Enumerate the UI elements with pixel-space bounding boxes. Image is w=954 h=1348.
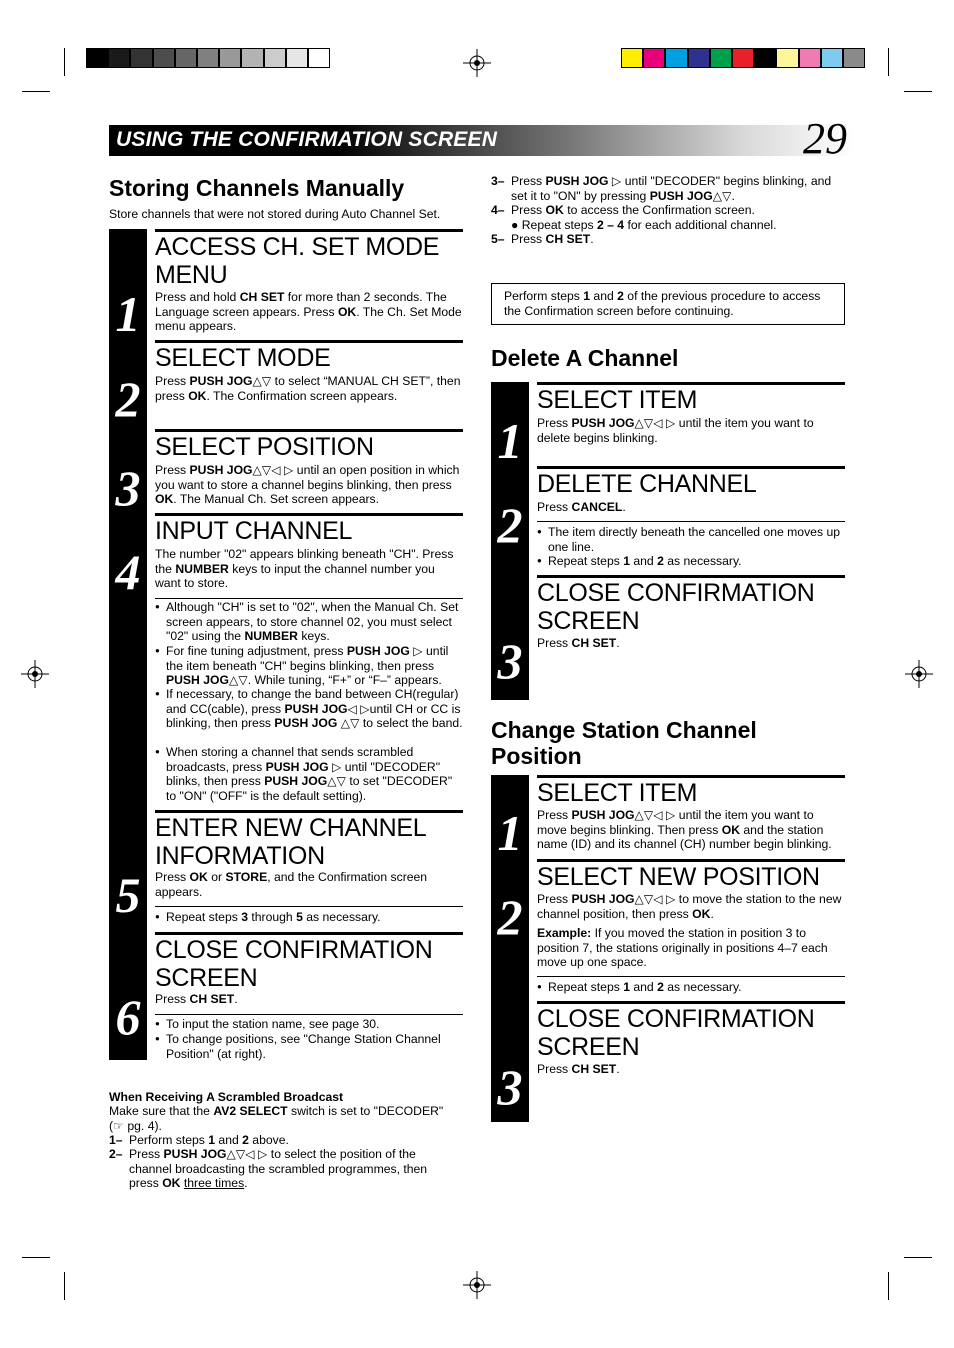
step-number: 1 [497, 413, 523, 469]
step-text: Press PUSH JOG△▽◁ ▷ until an open position in which you want to store a channel begins blinking, then press OK. The Manual Ch. Set screen appears. [155, 463, 460, 506]
list-text: Press PUSH JOG ▷ until "DECODER" begins blinking, and set it to "ON" by pressing PUSH JOG△▽. [511, 174, 832, 203]
note-box [491, 283, 845, 325]
step-rule [155, 513, 463, 516]
gray-swatch [241, 48, 263, 68]
gray-swatch [219, 48, 241, 68]
section-header [109, 125, 854, 156]
intro-text: Store channels that were not stored during Auto Channel Set. [109, 207, 441, 221]
step-title: CLOSE CONFIRMATION SCREEN [537, 1005, 815, 1061]
bullet-rule [155, 906, 463, 907]
list-text: Press OK to access the Confirmation screen. ● Repeat steps 2 – 4 for each additional channel. [511, 203, 777, 232]
bullet-item: ● If necessary, to change the band between CH(regular) and CC(cable), press PUSH JOG◁ ▷until CH or CC is blinking, then press PUSH JOG △▽ to select the band. [155, 687, 463, 731]
gray-swatch [197, 48, 219, 68]
color-swatch [732, 48, 754, 68]
color-swatch [688, 48, 710, 68]
step-text: Press PUSH JOG△▽◁ ▷ until the item you want to delete begins blinking. [537, 416, 814, 445]
scrambled-text: Make sure that the AV2 SELECT switch is set to "DECODER" (☞ pg. 4). [109, 1104, 444, 1133]
step-text: Press CH SET. [537, 636, 620, 650]
crop-mark [888, 1272, 889, 1300]
crop-mark [904, 1257, 932, 1258]
color-swatch [821, 48, 843, 68]
step-number: 2 [497, 497, 523, 553]
step-text: Press CH SET. [155, 992, 238, 1006]
step-rule [537, 859, 845, 862]
step-title: SELECT ITEM [537, 779, 698, 807]
step-number: 2 [497, 889, 523, 945]
list-number: 5– [491, 232, 505, 246]
list-number: 3– [491, 174, 505, 188]
bullet-rule [537, 976, 845, 977]
step-number: 1 [115, 286, 141, 342]
color-swatch [799, 48, 821, 68]
bullet-rule [155, 1014, 463, 1015]
step-text: The number "02" appears blinking beneath "CH". Press the NUMBER keys to input the channel number you want to store. [155, 547, 454, 590]
page-number: 29 [803, 114, 847, 163]
step-title: DELETE CHANNEL [537, 470, 757, 498]
bullet-item: ● Repeat steps 1 and 2 as necessary. [537, 980, 845, 995]
section-title-change: Change Station Channel Position [491, 717, 757, 769]
list-number: 4– [491, 203, 505, 217]
bullet-item: ● Repeat steps 1 and 2 as necessary. [537, 554, 845, 569]
color-swatch [776, 48, 798, 68]
list-text: Perform steps 1 and 2 above. [129, 1133, 289, 1147]
step-text: Press and hold CH SET for more than 2 seconds. The Language screen appears. Press OK. The Ch. Set Mode menu appears. [155, 290, 462, 333]
step-number: 2 [115, 371, 141, 427]
step-rule [537, 775, 845, 778]
gray-swatch [108, 48, 130, 68]
step-rule [155, 932, 463, 935]
color-swatch [843, 48, 865, 68]
step-rule [537, 575, 845, 578]
list-text: Press PUSH JOG△▽◁ ▷ to select the position of the channel broadcasting the scrambled programmes, then press OK three times. [129, 1147, 428, 1190]
step-number: 6 [115, 989, 141, 1045]
step-text: Press PUSH JOG△▽◁ ▷ to move the station to the new channel position, then press OK. [537, 892, 842, 921]
step-rule [155, 229, 463, 232]
step-title: SELECT ITEM [537, 386, 698, 414]
step-text: Press CH SET. [537, 1062, 620, 1076]
section-title-delete: Delete A Channel [491, 345, 679, 371]
scrambled-heading: When Receiving A Scrambled Broadcast [109, 1090, 344, 1104]
registration-target-icon [463, 1271, 491, 1299]
gray-swatch [264, 48, 286, 68]
color-swatch [621, 48, 643, 68]
crop-mark [64, 48, 65, 76]
step-text: Press PUSH JOG△▽◁ ▷ until the item you want to move begins blinking. Then press OK and the station name (ID) and its channel (CH) number begin blinking. [537, 808, 832, 851]
crop-mark [22, 91, 50, 92]
step-number: 1 [497, 805, 523, 861]
gray-swatch [308, 48, 330, 68]
number-column [109, 229, 147, 1060]
step-number: 3 [497, 633, 523, 689]
note-text: Perform steps 1 and 2 of the previous procedure to access the Confirmation screen before continuing. [504, 289, 821, 318]
list-number: 2– [109, 1147, 123, 1161]
step-number: 5 [115, 867, 141, 923]
bullet-rule [155, 598, 463, 599]
step-rule [155, 810, 463, 813]
bullet-item: ● To input the station name, see page 30. [155, 1017, 463, 1032]
step-rule [537, 382, 845, 385]
registration-target-icon [21, 660, 49, 688]
example-text: Example: If you moved the station in position 3 to position 7, the stations originally in positions 4–7 each move up one space. [537, 926, 828, 969]
step-text: Press CANCEL. [537, 500, 626, 514]
crop-mark [888, 48, 889, 76]
step-number: 3 [497, 1059, 523, 1115]
crop-mark [22, 1257, 50, 1258]
step-title: SELECT NEW POSITION [537, 863, 820, 891]
bullet-item: ● The item directly beneath the cancelled one moves up one line. [537, 525, 845, 554]
step-text: Press PUSH JOG△▽ to select “MANUAL CH SET”, then press OK. The Confirmation screen appears. [155, 374, 461, 403]
crop-mark [904, 91, 932, 92]
gray-swatch [130, 48, 152, 68]
color-swatch [754, 48, 776, 68]
gray-swatch [175, 48, 197, 68]
color-swatch [665, 48, 687, 68]
step-number: 3 [115, 460, 141, 516]
step-title: CLOSE CONFIRMATION SCREEN [155, 936, 433, 992]
bullet-item: ● Although "CH" is set to "02", when the Manual Ch. Set screen appears, to store channel 02, you must select "02" using the NUMBER keys. [155, 600, 463, 644]
gray-swatch [153, 48, 175, 68]
section-header-title: USING THE CONFIRMATION SCREEN [116, 128, 498, 151]
bullet-item: ● When storing a channel that sends scrambled broadcasts, press PUSH JOG ▷ until "DECODER" blinks, then press PUSH JOG△▽ to set "DECODER" to "ON" ("OFF" is the default setting). [155, 745, 463, 803]
step-title: SELECT POSITION [155, 433, 374, 461]
step-title: ENTER NEW CHANNEL INFORMATION [155, 814, 426, 870]
step-text: Press OK or STORE, and the Confirmation screen appears. [155, 870, 428, 899]
step-title: INPUT CHANNEL [155, 517, 353, 545]
bullet-item: ● Repeat steps 3 through 5 as necessary. [155, 910, 463, 925]
step-title: SELECT MODE [155, 344, 331, 372]
bullet-item: ● For fine tuning adjustment, press PUSH JOG ▷ until the item beneath "CH" begins blinking, then press PUSH JOG△▽. While tuning, “F+” or “F–” appears. [155, 644, 463, 688]
step-rule [155, 429, 463, 432]
section-title-storing: Storing Channels Manually [109, 175, 405, 201]
color-swatch [643, 48, 665, 68]
list-text: Press CH SET. [511, 232, 594, 246]
bullet-rule [537, 521, 845, 522]
color-swatch [710, 48, 732, 68]
gray-swatch [86, 48, 108, 68]
list-number: 1– [109, 1133, 123, 1147]
step-rule [537, 466, 845, 469]
step-title: CLOSE CONFIRMATION SCREEN [537, 579, 815, 635]
step-rule [537, 1001, 845, 1004]
step-rule [155, 340, 463, 343]
registration-target-icon [905, 660, 933, 688]
registration-target-icon [463, 49, 491, 77]
gray-swatch [286, 48, 308, 68]
bullet-item: ● To change positions, see "Change Station Channel Position" (at right). [155, 1032, 463, 1061]
step-title: ACCESS CH. SET MODE MENU [155, 233, 440, 289]
step-number: 4 [115, 544, 141, 600]
crop-mark [64, 1272, 65, 1300]
